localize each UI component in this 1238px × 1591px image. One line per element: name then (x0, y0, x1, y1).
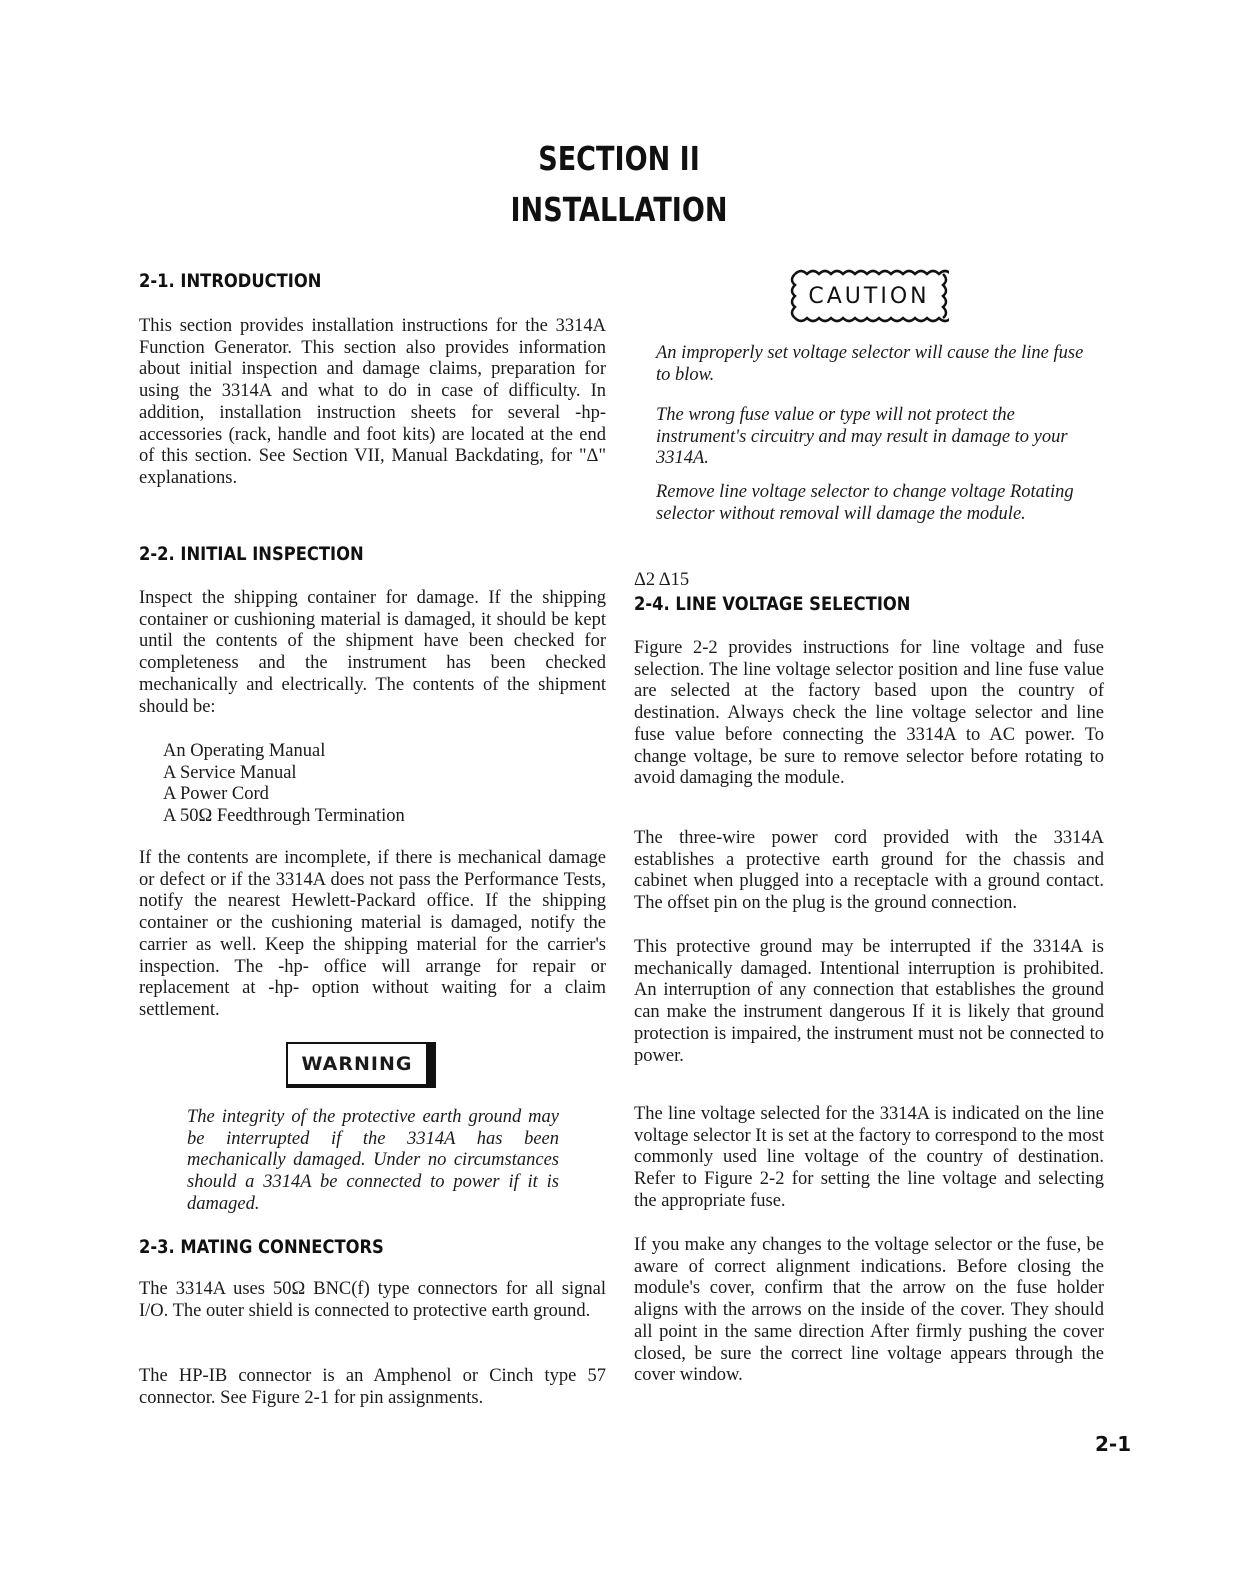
line-voltage-p4: The line voltage selected for the 3314A is indicated on the line voltage selector It is set at the factory to correspond to the most commonly used line voltage of the country of destination. Refer to Figure 2-2 for setting the line voltage and selecting the appropriate fuse. (634, 1104, 1104, 1211)
list-item: An Operating Manual (163, 741, 326, 761)
introduction-heading: 2-1. INTRODUCTION (139, 270, 322, 292)
warning-text: The integrity of the protective earth ground may be interrupted if the 3314A has been mechanically damaged. Under no circumstances should a 3314A be connected to power if it is damaged. (187, 1107, 559, 1214)
line-voltage-p5: If you make any changes to the voltage selector or the fuse, be aware of correct alignment indications. Before closing the module's cover, confirm that the arrow on the fuse holder aligns with the arrows on the inside of the cover. They should all point in the same direction After firmly pushing the cover closed, be sure the correct line voltage appears through the cover window. (634, 1235, 1104, 1386)
initial-inspection-body-2: If the contents are incomplete, if there is mechanical damage or defect or if the 3314A does not pass the Performance Tests, notify the nearest Hewlett-Packard office. If the shipping container or the cushioning material is damaged, notify the carrier as well. Keep the shipping material for the carrier's inspection. The -hp- office will arrange for repair or replacement at -hp- option without waiting for a claim settlement. (139, 848, 606, 1020)
shipment-contents-list (163, 741, 405, 828)
delta-marks: Δ2 Δ15 (634, 570, 690, 590)
introduction-body: This section provides installation instructions for the 3314A Function Generator. This section also provides information about initial inspection and damage claims, preparation for using the 3314A and what to do in case of difficulty. In addition, installation instruction sheets for several -hp- accessories (rack, handle and foot kits) are located at the end of this section. See Section VII, Manual Backdating, for "Δ" explanations. (139, 316, 606, 488)
list-item: A 50Ω Feedthrough Termination (163, 806, 405, 827)
line-voltage-p2: The three-wire power cord provided with the 3314A establishes a protective earth ground for the chassis and cabinet when plugged into a receptacle with a ground contact. The offset pin on the plug is the ground connection. (634, 828, 1104, 914)
caution-text-1: An improperly set voltage selector will cause the line fuse to blow. (656, 343, 1084, 385)
caution-text-2: The wrong fuse value or type will not protect the instrument's circuitry and may result in damage to your 3314A. (656, 405, 1068, 469)
caution-text-3: Remove line voltage selector to change voltage Rotating selector without removal will damage the module. (656, 482, 1074, 524)
line-voltage-p1: Figure 2-2 provides instructions for line voltage and fuse selection. The line voltage selector position and line fuse value are selected at the factory based upon the country of destination. Always check the line voltage selector and line fuse value before connecting the 3314A to AC power. To change voltage, be sure to remove selector before rotating to avoid damaging the module. (634, 638, 1104, 789)
list-item: A Power Cord (163, 784, 269, 805)
section-title: INSTALLATION (510, 190, 728, 229)
caution-label: CAUTION (808, 283, 930, 309)
warning-badge (286, 1042, 436, 1088)
mating-connectors-body: The 3314A uses 50Ω BNC(f) type connectors for all signal I/O. The outer shield is connected to protective earth ground. (139, 1279, 606, 1321)
page-number: 2-1 (1095, 1432, 1132, 1456)
line-voltage-p3: This protective ground may be interrupted if the 3314A is mechanically damaged. Intentional interruption is prohibited. An interruption of any connection that establishes the ground can make the instrument dangerous If it is likely that ground protection is impaired, the instrument must not be connected to power. (634, 937, 1104, 1066)
list-item: A Service Manual (163, 762, 297, 783)
caution-badge (789, 268, 949, 324)
mating-connectors-heading: 2-3. MATING CONNECTORS (139, 1236, 384, 1258)
section-label: SECTION II (538, 139, 700, 178)
warning-label: WARNING (301, 1053, 413, 1075)
initial-inspection-body: Inspect the shipping container for damage. If the shipping container or cushioning material is damaged, it should be kept until the contents of the shipment have been checked for completeness and the instrument has been checked mechanically and electrically. The contents of the shipment should be: (139, 588, 606, 717)
line-voltage-heading: 2-4. LINE VOLTAGE SELECTION (634, 593, 911, 615)
mating-connectors-body-2: The HP-IB connector is an Amphenol or Cinch type 57 connector. See Figure 2-1 for pin assignments. (139, 1366, 606, 1408)
initial-inspection-heading: 2-2. INITIAL INSPECTION (139, 543, 364, 565)
